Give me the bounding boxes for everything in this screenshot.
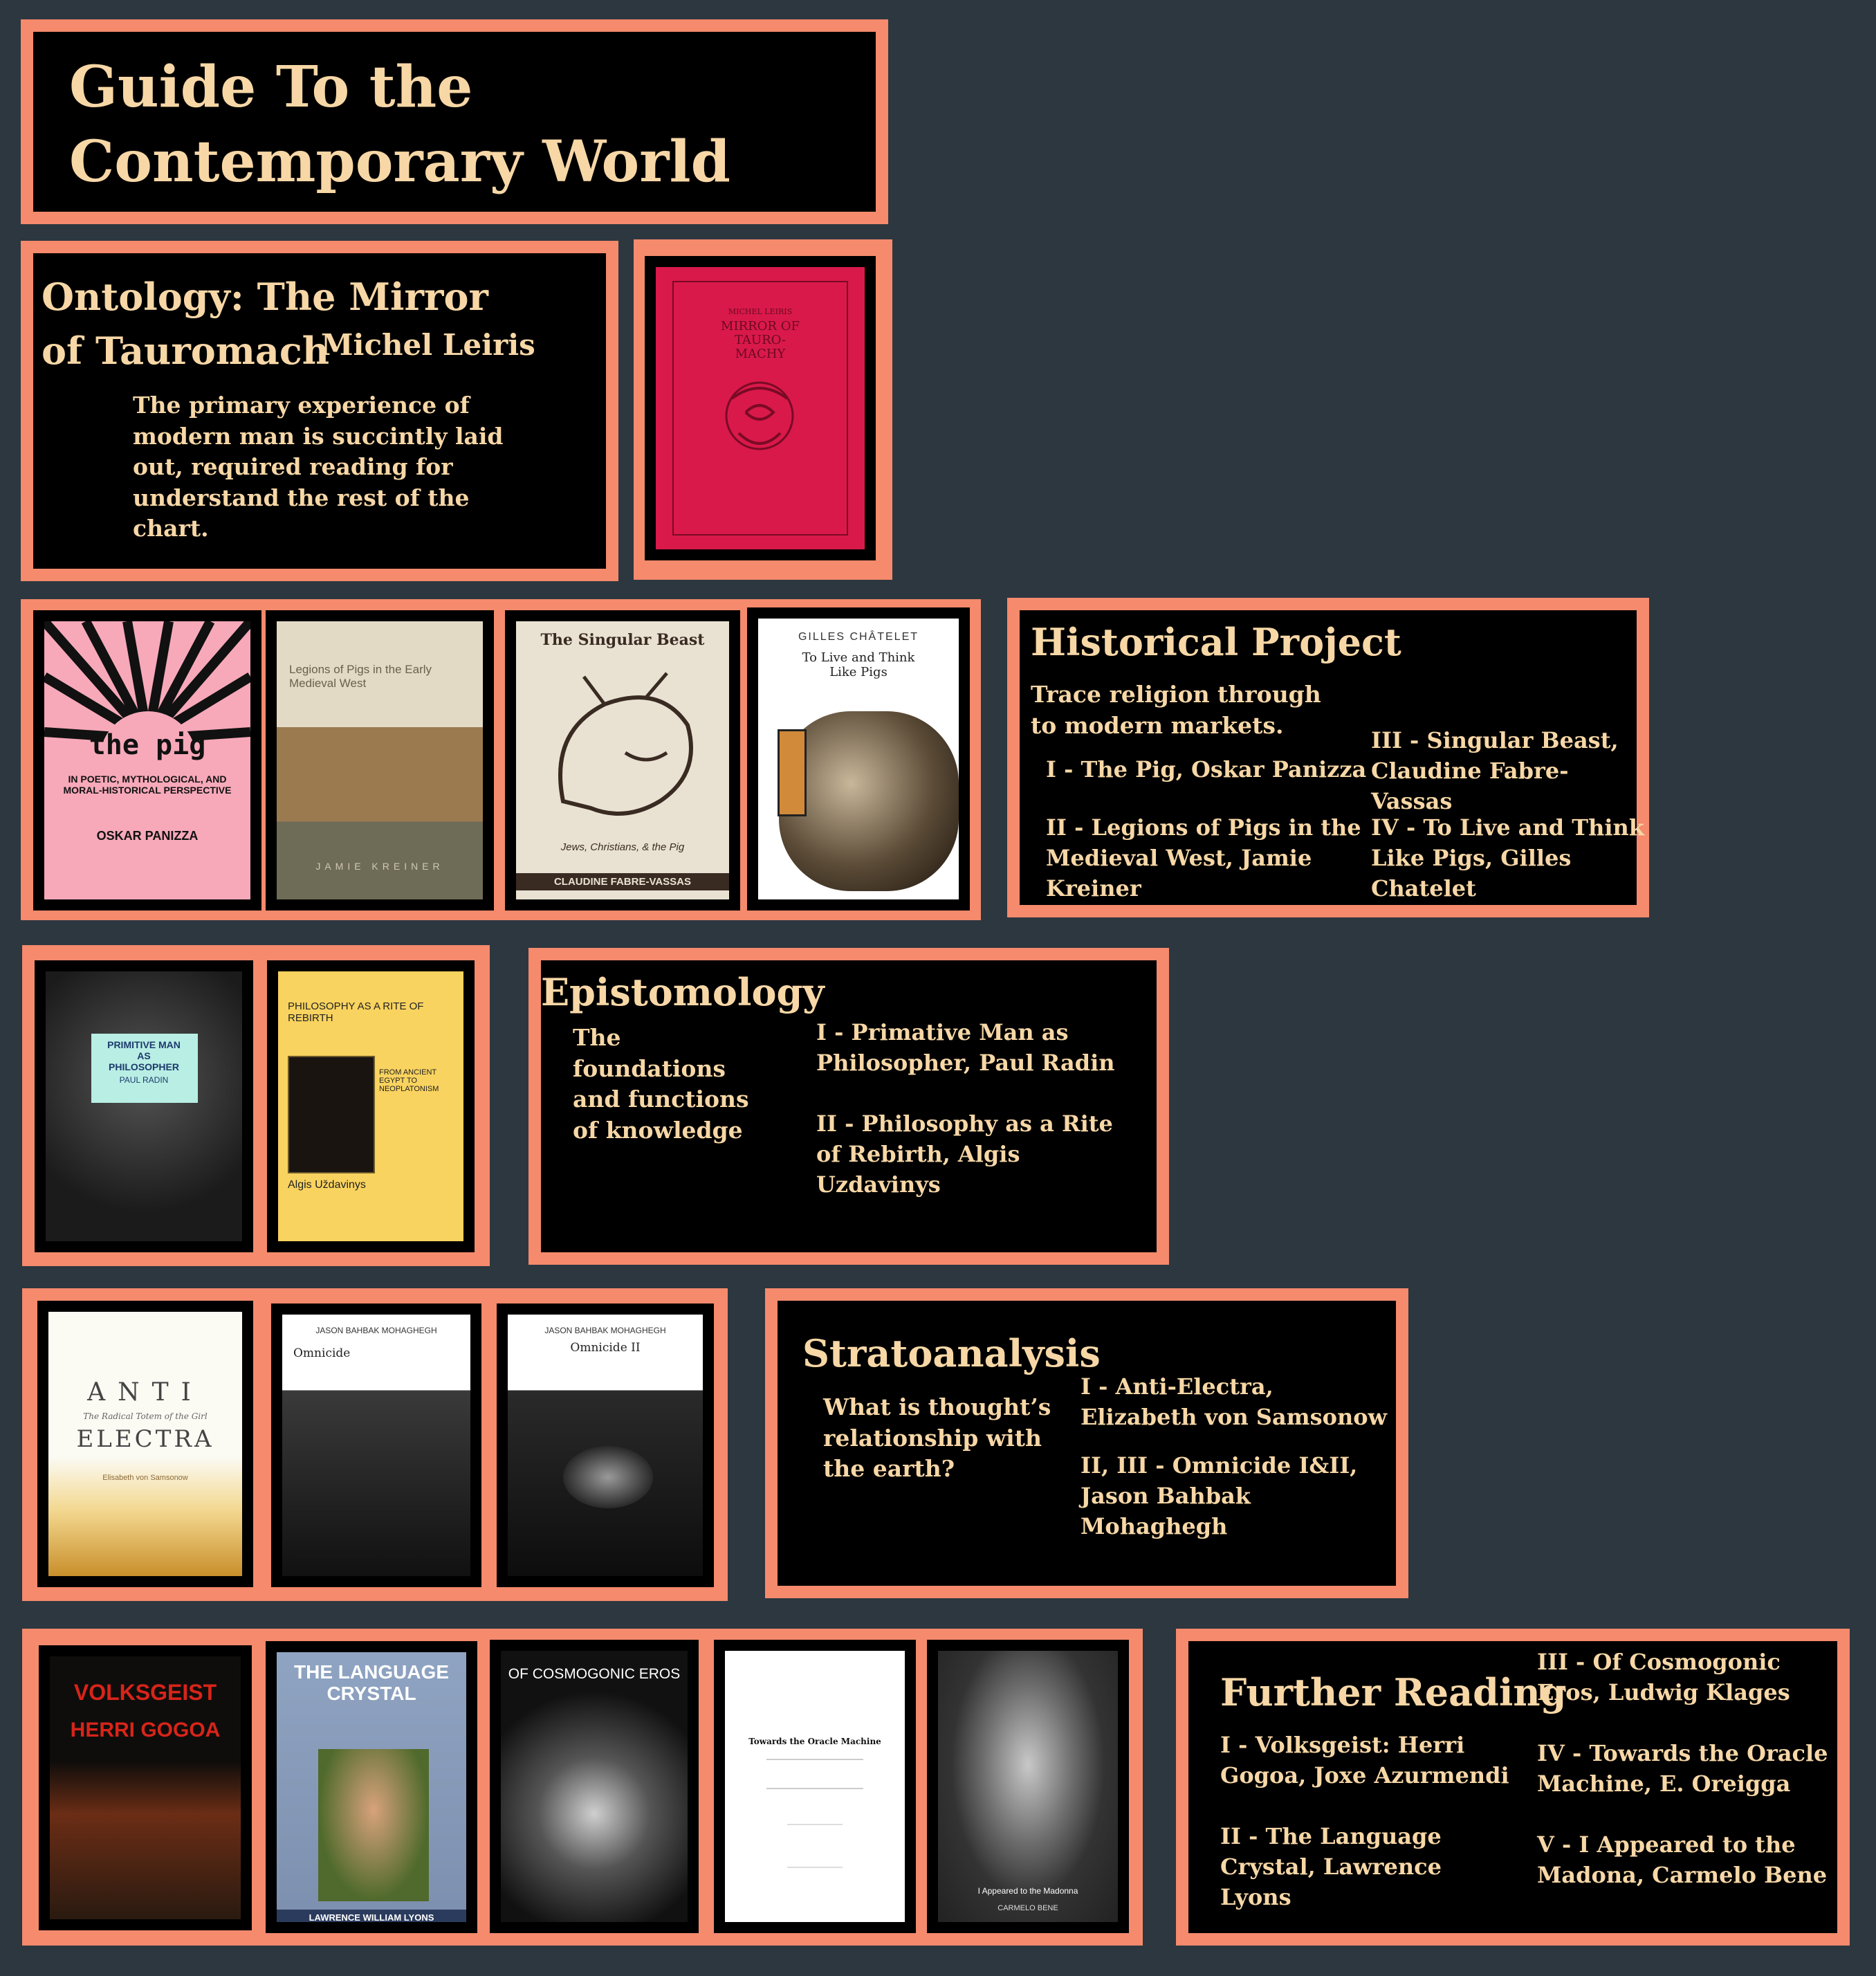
- cover-author: LAWRENCE WILLIAM LYONS: [277, 1910, 466, 1922]
- cover-author: JASON BAHBAK MOHAGHEGH: [544, 1326, 666, 1335]
- cover-title: PHILOSOPHY AS A RITE OF REBIRTH: [288, 1000, 424, 1024]
- cover-author: Elisabeth von Samsonow: [102, 1474, 188, 1482]
- madonna-book-cover[interactable]: [927, 1640, 1129, 1933]
- cover-title: The Singular Beast: [540, 631, 705, 649]
- cover-title: THE LANGUAGE CRYSTAL: [294, 1661, 449, 1704]
- omnicide-2-book-cover[interactable]: [497, 1303, 714, 1587]
- language-crystal-book-cover[interactable]: [266, 1641, 477, 1933]
- cover-author: Algis Uždavinys: [288, 1179, 366, 1191]
- strato-panel: [765, 1288, 1408, 1598]
- volksgeist-book-cover[interactable]: [39, 1645, 252, 1930]
- ontology-author: Michel Leiris: [321, 328, 535, 362]
- cover-subtitle: HERRI GOGOA: [70, 1719, 221, 1741]
- cover-title: the pig: [89, 729, 206, 761]
- cover-title: Omnicide II: [570, 1341, 641, 1355]
- page-title: Guide To the Contemporary World: [69, 54, 730, 196]
- cover-title: To Live and Think Like Pigs: [802, 650, 915, 679]
- epistemology-description: The foundations and functions of knowledge: [573, 1024, 749, 1144]
- omnicide-book-cover[interactable]: [271, 1303, 481, 1587]
- further-item-4: IV - Towards the Oracle Machine, E. Oreigga: [1537, 1740, 1828, 1797]
- cover-subtitle: FROM ANCIENT EGYPT TO NEOPLATONISM: [379, 1068, 439, 1093]
- anti-electra-book-cover[interactable]: [37, 1301, 253, 1587]
- cover-title: Legions of Pigs in the Early Medieval West: [289, 663, 432, 690]
- historical-item-1: I - The Pig, Oskar Panizza: [1046, 756, 1367, 783]
- epistemology-item-2: II - Philosophy as a Rite of Rebirth, Algis Uzdavinys: [816, 1110, 1113, 1198]
- cover-subtitle: Jews, Christians, & the Pig: [560, 841, 685, 853]
- ontology-description: The primary experience of modern man is succintly laid out, required reading for understand the rest of the chart.: [133, 392, 504, 542]
- cover-title: VOLKSGEIST: [73, 1680, 217, 1705]
- historical-item-3: III - Singular Beast, Claudine Fabre-Vassas: [1371, 727, 1619, 815]
- cover-subtitle: IN POETIC, MYTHOLOGICAL, AND MORAL-HISTORICAL PERSPECTIVE: [63, 774, 232, 796]
- ontology-book-cover[interactable]: [645, 256, 876, 560]
- cover-title: MIRROR OF TAURO-MACHY: [721, 319, 800, 361]
- further-heading: Further Reading: [1220, 1670, 1567, 1714]
- further-panel: [1176, 1629, 1850, 1946]
- historical-item-4: IV - To Live and Think Like Pigs, Gilles Chatelet: [1371, 814, 1644, 902]
- cosmogonic-eros-book-cover[interactable]: [490, 1640, 699, 1933]
- historical-panel: [1007, 598, 1649, 917]
- cover-title-2: ELECTRA: [76, 1425, 214, 1453]
- further-item-5: V - I Appeared to the Madona, Carmelo Bene: [1537, 1831, 1828, 1889]
- title-panel: [21, 19, 888, 224]
- cover-title: Towards the Oracle Machine: [748, 1737, 881, 1746]
- cover-title: PRIMITIVE MAN AS PHILOSOPHER: [107, 1039, 181, 1072]
- cover-title-1: ANTI: [87, 1378, 203, 1407]
- epistemology-heading: Epistomology: [541, 970, 825, 1014]
- historical-heading: Historical Project: [1031, 620, 1401, 664]
- singular-beast-book-cover[interactable]: [505, 610, 740, 911]
- cover-author: CLAUDINE FABRE-VASSAS: [516, 873, 729, 890]
- legions-book-cover[interactable]: [266, 610, 494, 911]
- further-item-3: III - Of Cosmogonic Eros, Ludwig Klages: [1537, 1649, 1790, 1706]
- cover-author: MICHEL LEIRIS: [728, 307, 793, 316]
- epistemology-item-1: I - Primative Man as Philosopher, Paul Radin: [816, 1019, 1115, 1077]
- historical-item-2: II - Legions of Pigs in the Medieval West, Jamie Kreiner: [1046, 814, 1361, 902]
- live-think-pigs-book-cover[interactable]: [747, 607, 970, 911]
- cover-subtitle: The Radical Totem of the Girl: [83, 1411, 208, 1421]
- epistemology-panel: [528, 948, 1169, 1265]
- cover-title: OF COSMOGONIC EROS: [508, 1666, 681, 1682]
- cover-title: I Appeared to the Madonna: [977, 1886, 1078, 1896]
- strato-description: What is thought’s relationship with the earth?: [823, 1393, 1051, 1483]
- beast-illustration-icon: [522, 663, 729, 843]
- cover-author: JAMIE KREINER: [315, 861, 444, 872]
- pig-book-cover[interactable]: [33, 610, 261, 911]
- strato-heading: Stratoanalysis: [802, 1331, 1101, 1375]
- further-item-1: I - Volksgeist: Herri Gogoa, Joxe Azurmendi: [1220, 1732, 1509, 1789]
- cover-title: Omnicide: [293, 1346, 351, 1360]
- cover-author: GILLES CHÂTELET: [798, 631, 919, 643]
- cover-author: PAUL RADIN: [119, 1075, 169, 1085]
- primitive-man-book-cover[interactable]: [35, 960, 253, 1252]
- oracle-machine-book-cover[interactable]: [714, 1640, 916, 1933]
- strato-item-2: II, III - Omnicide I&II, Jason Bahbak Mohaghegh: [1080, 1452, 1358, 1540]
- cover-author: CARMELO BENE: [997, 1904, 1058, 1912]
- historical-description: Trace religion through to modern markets.: [1031, 681, 1321, 739]
- ontology-panel: [21, 241, 618, 581]
- further-item-2: II - The Language Crystal, Lawrence Lyons: [1220, 1823, 1442, 1911]
- cover-author: JASON BAHBAK MOHAGHEGH: [315, 1326, 437, 1335]
- cover-author: OSKAR PANIZZA: [96, 829, 199, 843]
- strato-item-1: I - Anti-Electra, Elizabeth von Samsonow: [1080, 1373, 1388, 1431]
- rebirth-book-cover[interactable]: [267, 960, 475, 1252]
- bull-emblem-icon: [718, 371, 801, 461]
- ontology-heading: Ontology: The Mirror of Tauromach: [42, 275, 488, 374]
